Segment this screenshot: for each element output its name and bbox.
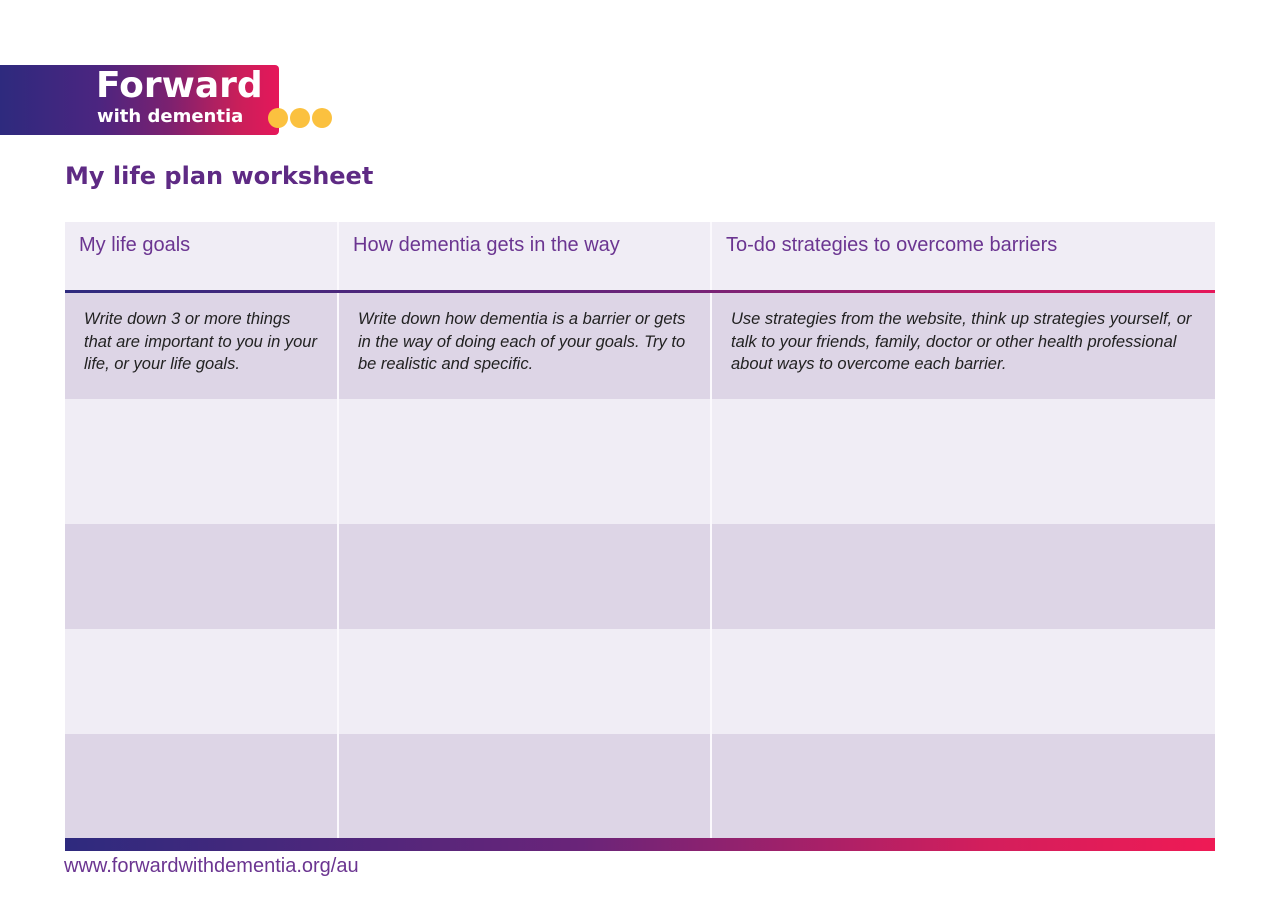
entry-cell[interactable] [65,734,339,838]
worksheet-table [65,222,1215,851]
instruction-dementia-barriers: Write down how dementia is a barrier or gets in the way of doing each of your goals. Try to be realistic and specific. [339,293,712,399]
entry-cell[interactable] [712,734,1215,838]
entry-cell[interactable] [339,399,712,524]
table-row [65,629,1215,734]
header-life-goals: My life goals [65,222,339,290]
entry-cell[interactable] [712,629,1215,734]
dot-icon [268,108,288,128]
table-row [65,734,1215,838]
footer-gradient-bar [65,838,1215,851]
entry-cell[interactable] [339,629,712,734]
page-title: My life plan worksheet [65,162,374,190]
logo-subtitle: with dementia [97,106,244,127]
entry-cell[interactable] [65,629,339,734]
entry-cell[interactable] [339,524,712,629]
entry-cell[interactable] [65,524,339,629]
dot-icon [312,108,332,128]
table-row [65,524,1215,629]
website-link[interactable]: www.forwardwithdementia.org/au [64,855,359,877]
header-dementia-barriers: How dementia gets in the way [339,222,712,290]
entry-cell[interactable] [712,399,1215,524]
entry-cell[interactable] [65,399,339,524]
header-strategies: To-do strategies to overcome barriers [712,222,1215,290]
instruction-life-goals: Write down 3 or more things that are important to you in your life, or your life goals. [65,293,339,399]
entry-cell[interactable] [339,734,712,838]
table-header-row [65,222,1215,290]
table-row [65,399,1215,524]
instruction-strategies: Use strategies from the website, think up strategies yourself, or talk to your friends, family, doctor or other health professional about ways to overcome each barrier. [712,293,1215,399]
logo-dots-icon [268,108,332,128]
dot-icon [290,108,310,128]
instructions-row [65,293,1215,399]
logo-title: Forward [96,65,263,106]
entry-cell[interactable] [712,524,1215,629]
